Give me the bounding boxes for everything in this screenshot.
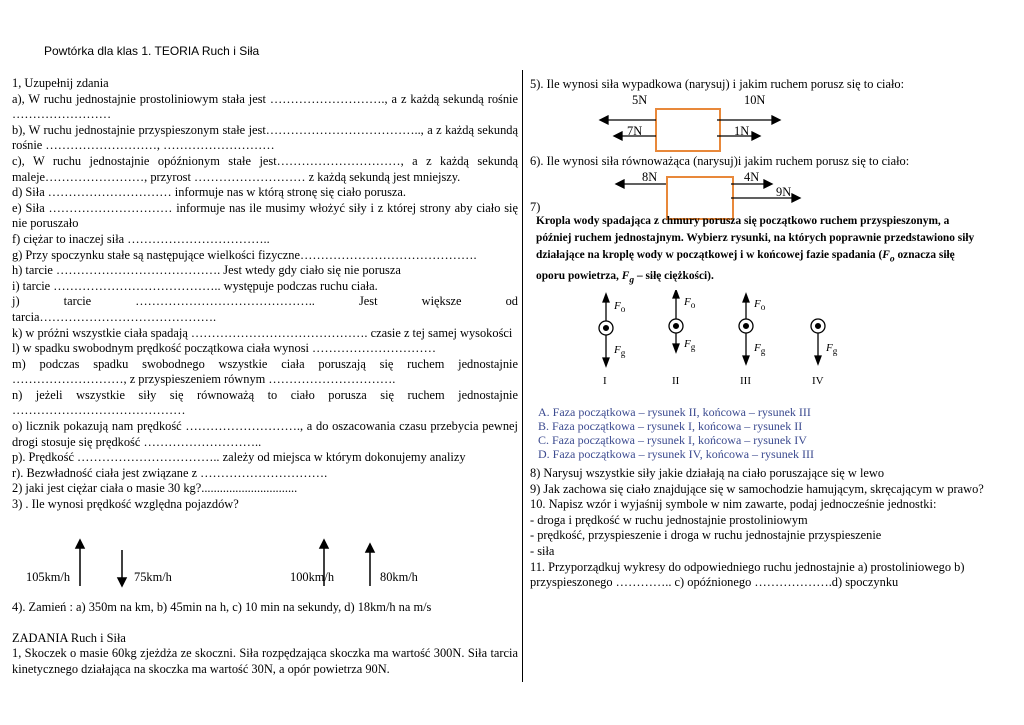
task-line: 3) . Ile wynosi prędkość względna pojazdów? — [12, 497, 239, 512]
fo-label: $F_o$ — [614, 300, 626, 315]
task-line: e) Siła ………………………… informuje nas ile musimy włożyć siły i z której strony aby ciało się nie poruszało — [12, 200, 518, 231]
q5-force-arrows — [596, 108, 786, 148]
task-line: d) Siła ………………………… informuje nas w którą stronę się ciało porusza. — [12, 185, 407, 200]
force-label: 10N — [744, 93, 766, 107]
questions-8-11 — [530, 466, 1010, 591]
question-10: 10. Napisz wzór i wyjaśnij symbole w nim zawarte, podaj jednocześnie jednostki: — [530, 497, 937, 512]
fo-label: $F_o$ — [684, 296, 696, 311]
velocity-label: 100km/h — [290, 570, 335, 584]
fo-label: $F_o$ — [754, 298, 766, 313]
drop-roman-label: II — [672, 375, 680, 387]
drop-roman-label: IV — [812, 375, 824, 387]
arrow-right-icon — [792, 194, 800, 202]
drop-figure-III — [739, 294, 753, 364]
question-7-text — [536, 213, 976, 290]
arrow-left-icon — [600, 116, 608, 124]
force-label: 9N — [776, 185, 792, 199]
fo-symbol: $F_o$ — [882, 249, 895, 265]
drop-figure-IV — [811, 319, 825, 364]
arrow-up-icon — [366, 544, 374, 586]
task-line: 2) jaki jest ciężar ciała o masie 30 kg?............................... — [12, 481, 298, 496]
task-line: o) licznik pokazują nam prędkość ………………………., a do oszacowania czasu przebycia pewnej drogi stosuje się prędkość ……………………….. — [12, 419, 518, 449]
answer-option: B. Faza początkowa – rysunek I, końcowa – rysunek II — [538, 419, 803, 433]
arrow-right-icon — [772, 116, 780, 124]
fg-label: $F_g$ — [684, 338, 696, 353]
column-divider — [522, 70, 523, 682]
question-10-item: - siła — [530, 543, 555, 558]
left-column — [12, 76, 518, 513]
q7-text-end: – siłę ciężkości). — [634, 270, 714, 283]
answer-option: A. Faza początkowa – rysunek II, końcowa – rysunek III — [538, 405, 811, 419]
task-line: l) w spadku swobodnym prędkość początkowa ciała wynosi ………………………… — [12, 341, 436, 356]
arrow-left-icon — [616, 180, 624, 188]
question-8: 8) Narysuj wszystkie siły jakie działają na ciało poruszające się w lewo — [530, 466, 885, 480]
task-line: i) tarcie ………………………………….. występuje podczas ruchu ciała. — [12, 278, 378, 293]
velocity-label: 105km/h — [26, 570, 71, 584]
q7-text-mid: oznacza siłę oporu powietrza, — [536, 249, 955, 283]
drop-figure-I — [599, 294, 613, 366]
answer-option: D. Faza początkowa – rysunek IV, końcowa – rysunek III — [538, 447, 815, 461]
velocity-label: 75km/h — [134, 570, 172, 584]
task-line: r). Bezwładność ciała jest związane z …………………………. — [12, 465, 328, 480]
question-11: 11. Przyporządkuj wykresy do odpowiedniego ruchu jednostajnie a) prostoliniowego b) przyspieszonego ………….. c) opóźnionego ……………….d) spoczynku — [530, 559, 965, 590]
task-line: c), W ruchu jednostajnie opóźnionym stałe jest…………………………, a z każdą sekundą maleje……………………, przyrost ……………………… z każdą sekundą jest mniejszy. — [12, 153, 518, 184]
task-line: b), W ruchu jednostajnie przyspieszonym stałe jest……………………………….., a z każdą sekundą rośnie ………………………, ……………………… — [12, 122, 518, 153]
question-10-item: - prędkość, przyspieszenie i droga w ruchu jednostajnie przyspieszenie — [530, 528, 882, 543]
tasks-title: ZADANIA Ruch i Siła — [12, 631, 126, 645]
task-line: 1, Uzupełnij zdania — [12, 76, 109, 90]
drop-figure-II — [669, 290, 683, 352]
arrow-right-icon — [752, 132, 760, 140]
drop-roman-label: I — [603, 375, 607, 387]
q7-text-start: Kropla wody spadająca z chmury porusza się początkowo ruchem przyspieszonym, a później ruchem jednostajnym. Wybierz rysunki, na których poprawnie przedstawiono siły działające na kroplę wody w początkowej i w końcowej fazie spadania ( — [536, 215, 975, 261]
arrow-left-icon — [614, 132, 622, 140]
force-label: 5N — [632, 93, 648, 107]
task-1-text: 1, Skoczek o masie 60kg zjeżdża ze skoczni. Siła rozpędzająca skoczka ma wartość 300N. Siła tarcia kinetycznego działająca na skoczka ma wartość 30N, a opór powietrza 90N. — [12, 646, 518, 676]
page-header: Powtórka dla klas 1. TEORIA Ruch i Siła — [44, 44, 260, 58]
question-4: 4). Zamień : a) 350m na km, b) 45min na h, c) 10 min na sekundy, d) 18km/h na m/s — [12, 600, 432, 614]
question-5: 5). Ile wynosi siła wypadkowa (narysuj) i jakim ruchem porusz się to ciało: — [530, 77, 905, 91]
fg-label: $F_g$ — [826, 342, 838, 357]
force-label: 4N — [744, 170, 760, 184]
arrow-right-icon — [764, 180, 772, 188]
arrow-down-icon — [118, 550, 126, 586]
question-6: 6). Ile wynosi siła równoważąca (narysuj)i jakim ruchem porusz się to ciało: — [530, 154, 910, 168]
question-7: 7) — [530, 200, 541, 214]
task-line: a), W ruchu jednostajnie prostoliniowym stała jest ………………………., a z każdą sekundą rośnie …………………… — [12, 91, 518, 122]
question-10-item: - droga i prędkość w ruchu jednostajnie prostoliniowym — [530, 512, 808, 527]
force-label: 1N — [734, 124, 750, 138]
task-line: g) Przy spoczynku stałe są następujące wielkości fizyczne……………………………………. — [12, 247, 477, 262]
fg-label: $F_g$ — [614, 344, 626, 359]
answer-option: C. Faza początkowa – rysunek I, końcowa – rysunek IV — [538, 433, 807, 447]
task-line: j) tarcie …………………………………….. Jest większe od tarcia……………………………………. — [12, 294, 518, 324]
force-label: 7N — [627, 124, 643, 138]
force-label: 8N — [642, 170, 658, 184]
task-line: m) podczas spadku swobodnego wszystkie ciała poruszają się ruchem jednostajnie ………………………, z przyspieszeniem równym …………………………. — [12, 356, 518, 387]
task-line: p). Prędkość …………………………….. zależy od miejsca w którym dokonujemy analizy — [12, 450, 466, 465]
task-line: h) tarcie …………………………………. Jest wtedy gdy ciało się nie porusza — [12, 263, 401, 278]
arrow-up-icon — [76, 540, 84, 586]
velocity-label: 80km/h — [380, 570, 418, 584]
fg-symbol: $F_g$ — [621, 270, 635, 286]
drop-roman-label: III — [740, 375, 751, 387]
task-line: k) w próżni wszystkie ciała spadają ……………………………………. czasie z tej samej wysokości — [12, 325, 513, 340]
task-line: f) ciężar to inaczej siła …………………………….. — [12, 231, 270, 246]
q6-force-arrows — [600, 176, 810, 216]
task-line: n) jeżeli wszystkie siły się równoważą to ciało porusza się ruchem jednostajnie …………………………………… — [12, 387, 518, 418]
answer-options — [538, 405, 938, 461]
fg-label: $F_g$ — [754, 342, 766, 357]
question-9: 9) Jak zachowa się ciało znajdujące się w samochodzie hamującym, skręcającym w prawo? — [530, 481, 984, 496]
